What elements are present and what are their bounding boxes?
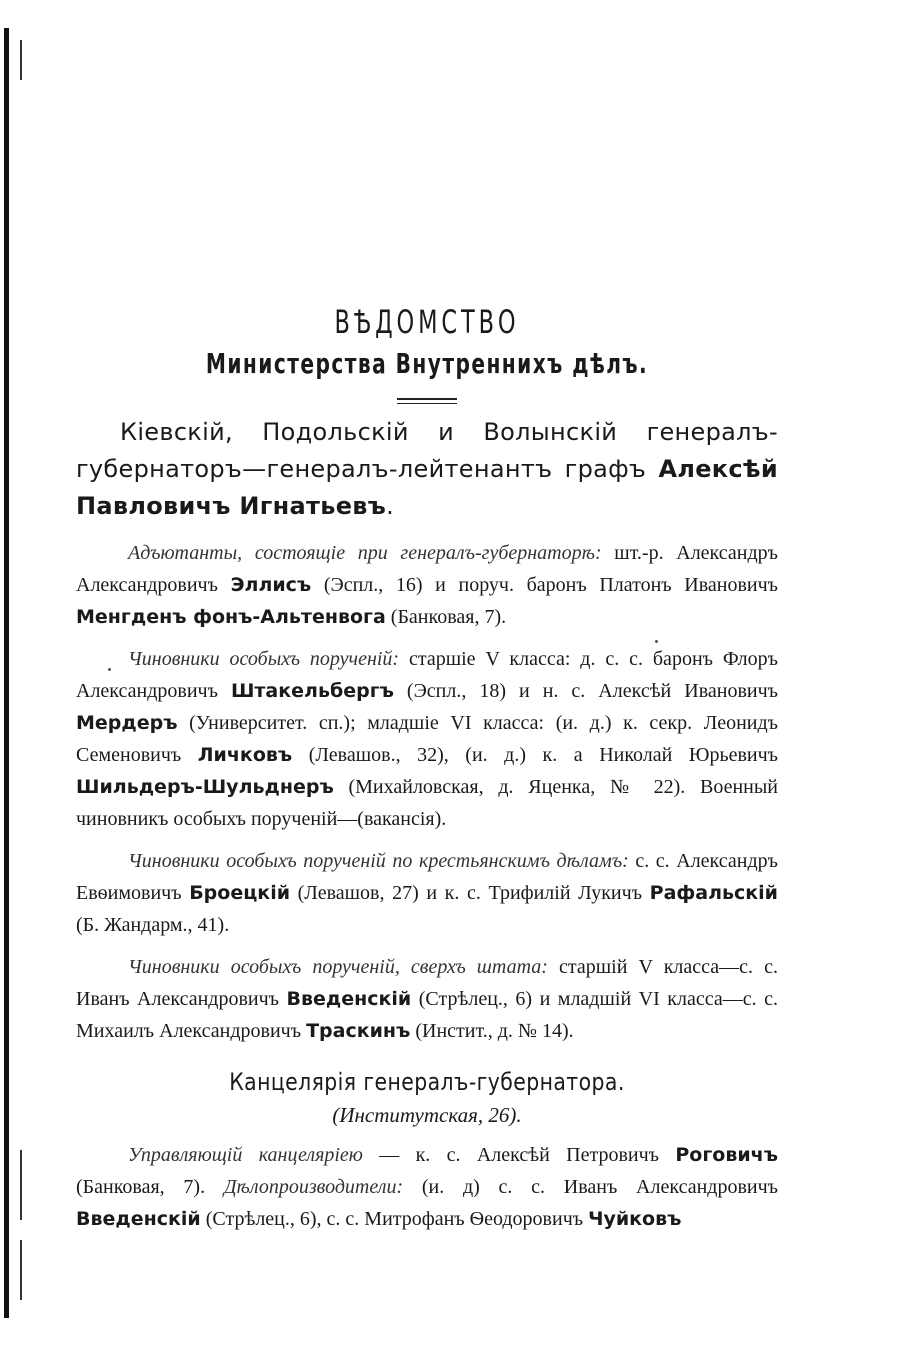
heading-phrase: Дѣлопроизводители: (223, 1176, 404, 1198)
person-surname: Броецкій (189, 882, 291, 904)
page-title: ВѢДОМСТВО (334, 303, 520, 341)
page-content (76, 300, 778, 1245)
paragraph-officials-peasant (76, 845, 778, 941)
body-text: старшіе V класса: д. с. с. баронъ Флоръ Александровичъ (76, 648, 778, 702)
body-text: (Левашов., 32), (и. д.) к. а Николай Юрьевичъ (292, 744, 778, 766)
person-surname: Введенскій (286, 988, 412, 1010)
paragraphs (76, 537, 778, 1047)
person-surname: Мердеръ (76, 712, 178, 734)
body-text: (Банковая, 7). (385, 606, 507, 628)
scan-mark (20, 40, 22, 80)
lead-name: Алексѣй Павловичъ Игнатьевъ (76, 455, 778, 520)
scan-mark (20, 1150, 22, 1220)
lead-end: . (386, 492, 395, 520)
scan-mark (20, 1240, 22, 1300)
page-subtitle: Министерства Внутреннихъ дѣлъ. (205, 347, 649, 380)
body-text: (Эспл., 16) и поруч. баронъ Платонъ Ивановичъ (311, 574, 779, 596)
title-divider (397, 398, 457, 404)
binding-edge (4, 28, 9, 1318)
heading-phrase: Чиновники особыхъ порученій, сверхъ штата: (128, 956, 548, 978)
person-surname: Менгденъ фонъ-Альтенвога (76, 606, 386, 628)
body-text: (Инстит., д. № 14). (410, 1020, 574, 1042)
person-surname: Роговичъ (675, 1144, 778, 1166)
body-text: с. с. Александръ Евѳимовичъ (76, 850, 778, 904)
body-text: (Эспл., 18) и н. с. Алексѣй Ивановичъ (393, 680, 778, 702)
paragraph-officials-extra (76, 951, 778, 1047)
person-surname: Введенскій (76, 1208, 201, 1230)
body-text: (и. д) с. с. Иванъ Александровичъ (403, 1176, 778, 1198)
body-text: (Университет. сп.); младшіе VI класса: (и. д.) к. секр. Леонидъ Семеновичъ (76, 712, 778, 766)
person-surname: Чуйковъ (588, 1208, 682, 1230)
person-surname: Штакельбергъ (230, 680, 394, 702)
person-surname: Эллисъ (230, 574, 312, 596)
paragraph-adjutants (76, 537, 778, 633)
heading-phrase: Управляющій канцеляріею (128, 1144, 363, 1166)
person-surname: Личковъ (197, 744, 293, 766)
lead-paragraph (76, 414, 778, 525)
body-text: (Михайловская, д. Яценка, № 22). Военный чиновникъ особыхъ порученій—(вакансія). (76, 776, 778, 830)
heading-phrase: Адъютанты, состоящіе при генералъ-губернаторѣ: (128, 542, 602, 564)
body-text: (Левашов, 27) и к. с. Трифилій Лукичъ (290, 882, 650, 904)
heading-phrase: Чиновники особыхъ порученій по крестьянскимъ дѣламъ: (128, 850, 629, 872)
person-surname: Траскинъ (306, 1020, 411, 1042)
section-address: (Институтская, 26). (332, 1103, 522, 1127)
chancellery-paragraph-container (76, 1139, 778, 1235)
body-text: (Б. Жандарм., 41). (76, 914, 230, 936)
body-text: старшій V класса—с. с. Иванъ Александровичъ (76, 956, 779, 1010)
body-text: (Стрѣлец., 6) и младшій VI класса—с. с. Михаилъ Александровичъ (76, 988, 778, 1042)
body-text: шт.-р. Александръ Александровичъ (76, 542, 778, 596)
person-surname: Рафальскій (649, 882, 778, 904)
section-title: Канцелярія генералъ-губернатора. (229, 1068, 625, 1096)
person-surname: Шильдеръ-Шульднеръ (76, 776, 334, 798)
body-text: (Стрѣлец., 6), с. с. Митрофанъ Ѳеодоровичъ (200, 1208, 589, 1230)
heading-phrase: Чиновники особыхъ порученій: (128, 648, 400, 670)
paragraph-chancellery (76, 1139, 778, 1235)
body-text: (Банковая, 7). (76, 1176, 224, 1198)
lead-text: Кіевскій, Подольскій и Волынскій генералъ-губернаторъ—генералъ-лейтенантъ графъ (76, 418, 778, 483)
body-text: — к. с. Алексѣй Петровичъ (362, 1144, 676, 1166)
paragraph-officials-special (76, 643, 778, 835)
